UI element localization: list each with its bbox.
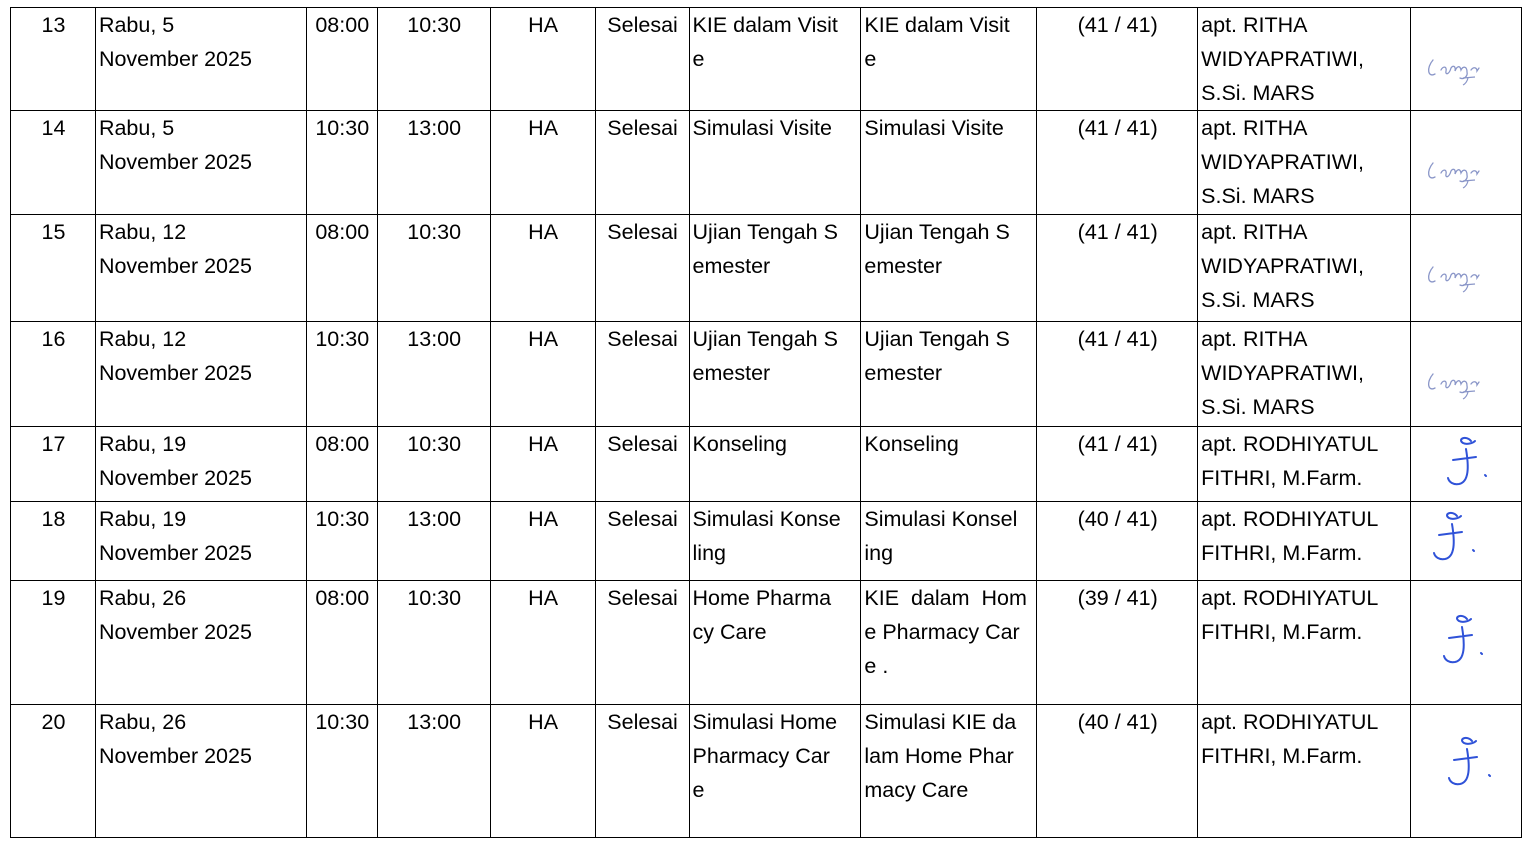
- status-cell: Selesai: [595, 581, 689, 705]
- realization-cell: Ujian Tengah S emester: [861, 215, 1037, 322]
- attendance-count-cell: (41 / 41): [1037, 215, 1198, 322]
- signature-cell: [1411, 502, 1522, 581]
- table-row: [11, 111, 1522, 215]
- table-body: [11, 8, 1522, 838]
- attendance-count-cell: (39 / 41): [1037, 581, 1198, 705]
- end-time-cell: 13:00: [377, 322, 490, 427]
- room-cell: HA: [490, 215, 595, 322]
- signature-cell: [1411, 705, 1522, 838]
- date-cell: Rabu, 19 November 2025: [95, 502, 306, 581]
- room-cell: HA: [490, 581, 595, 705]
- row-number: 20: [11, 705, 96, 838]
- signature-cell: [1411, 322, 1522, 427]
- room-cell: HA: [490, 322, 595, 427]
- table-row: [11, 215, 1522, 322]
- start-time-cell: 10:30: [306, 111, 377, 215]
- status-cell: Selesai: [595, 215, 689, 322]
- signature-cell: [1411, 581, 1522, 705]
- row-number: 19: [11, 581, 96, 705]
- start-time-cell: 08:00: [306, 427, 377, 502]
- date-cell: Rabu, 12 November 2025: [95, 215, 306, 322]
- topic-cell: Ujian Tengah S emester: [689, 215, 861, 322]
- room-cell: HA: [490, 427, 595, 502]
- table-row: [11, 705, 1522, 838]
- row-number: 15: [11, 215, 96, 322]
- attendance-count-cell: (40 / 41): [1037, 502, 1198, 581]
- date-cell: Rabu, 12 November 2025: [95, 322, 306, 427]
- signature-ritha-icon: [1411, 322, 1522, 426]
- signature-cell: [1411, 215, 1522, 322]
- lecturer-cell: apt. RITHA WIDYAPRATIWI, S.Si. MARS: [1198, 111, 1411, 215]
- topic-cell: Simulasi Visite: [689, 111, 861, 215]
- start-time-cell: 08:00: [306, 8, 377, 111]
- status-cell: Selesai: [595, 427, 689, 502]
- signature-ritha-icon: [1411, 215, 1522, 321]
- date-cell: Rabu, 26 November 2025: [95, 705, 306, 838]
- room-cell: HA: [490, 502, 595, 581]
- row-number: 17: [11, 427, 96, 502]
- realization-cell: KIE dalam Hom e Pharmacy Car e .: [861, 581, 1037, 705]
- end-time-cell: 13:00: [377, 111, 490, 215]
- room-cell: HA: [490, 705, 595, 838]
- room-cell: HA: [490, 111, 595, 215]
- topic-cell: Ujian Tengah S emester: [689, 322, 861, 427]
- date-cell: Rabu, 26 November 2025: [95, 581, 306, 705]
- signature-ritha-icon: [1411, 111, 1522, 214]
- table-row: [11, 8, 1522, 111]
- attendance-count-cell: (41 / 41): [1037, 322, 1198, 427]
- signature-cell: [1411, 111, 1522, 215]
- topic-cell: KIE dalam Visit e: [689, 8, 861, 111]
- table-row: [11, 322, 1522, 427]
- lecturer-cell: apt. RITHA WIDYAPRATIWI, S.Si. MARS: [1198, 215, 1411, 322]
- signature-rodhiyatul-icon: [1411, 427, 1522, 501]
- realization-cell: Konseling: [861, 427, 1037, 502]
- end-time-cell: 10:30: [377, 215, 490, 322]
- row-number: 18: [11, 502, 96, 581]
- end-time-cell: 13:00: [377, 502, 490, 581]
- signature-cell: [1411, 427, 1522, 502]
- status-cell: Selesai: [595, 8, 689, 111]
- topic-cell: Simulasi Home Pharmacy Car e: [689, 705, 861, 838]
- topic-cell: Home Pharma cy Care: [689, 581, 861, 705]
- signature-rodhiyatul-icon: [1411, 581, 1522, 704]
- lecturer-cell: apt. RITHA WIDYAPRATIWI, S.Si. MARS: [1198, 322, 1411, 427]
- start-time-cell: 10:30: [306, 502, 377, 581]
- realization-cell: Ujian Tengah S emester: [861, 322, 1037, 427]
- status-cell: Selesai: [595, 502, 689, 581]
- table-row: [11, 502, 1522, 581]
- lecturer-cell: apt. RODHIYATUL FITHRI, M.Farm.: [1198, 427, 1411, 502]
- row-number: 13: [11, 8, 96, 111]
- attendance-count-cell: (41 / 41): [1037, 8, 1198, 111]
- table-row: [11, 427, 1522, 502]
- end-time-cell: 10:30: [377, 8, 490, 111]
- room-cell: HA: [490, 8, 595, 111]
- row-number: 16: [11, 322, 96, 427]
- attendance-count-cell: (40 / 41): [1037, 705, 1198, 838]
- signature-cell: [1411, 8, 1522, 111]
- signature-rodhiyatul-icon: [1411, 705, 1522, 837]
- start-time-cell: 10:30: [306, 705, 377, 838]
- topic-cell: Konseling: [689, 427, 861, 502]
- realization-cell: Simulasi Konsel ing: [861, 502, 1037, 581]
- lecturer-cell: apt. RODHIYATUL FITHRI, M.Farm.: [1198, 502, 1411, 581]
- date-cell: Rabu, 5 November 2025: [95, 8, 306, 111]
- status-cell: Selesai: [595, 322, 689, 427]
- realization-cell: Simulasi KIE da lam Home Phar macy Care: [861, 705, 1037, 838]
- lecturer-cell: apt. RODHIYATUL FITHRI, M.Farm.: [1198, 581, 1411, 705]
- realization-cell: Simulasi Visite: [861, 111, 1037, 215]
- date-cell: Rabu, 19 November 2025: [95, 427, 306, 502]
- signature-ritha-icon: [1411, 8, 1522, 109]
- attendance-count-cell: (41 / 41): [1037, 111, 1198, 215]
- end-time-cell: 10:30: [377, 427, 490, 502]
- attendance-table: [10, 7, 1522, 838]
- status-cell: Selesai: [595, 111, 689, 215]
- date-cell: Rabu, 5 November 2025: [95, 111, 306, 215]
- topic-cell: Simulasi Konse ling: [689, 502, 861, 581]
- start-time-cell: 10:30: [306, 322, 377, 427]
- row-number: 14: [11, 111, 96, 215]
- end-time-cell: 10:30: [377, 581, 490, 705]
- lecturer-cell: apt. RODHIYATUL FITHRI, M.Farm.: [1198, 705, 1411, 838]
- end-time-cell: 13:00: [377, 705, 490, 838]
- lecturer-cell: apt. RITHA WIDYAPRATIWI, S.Si. MARS: [1198, 8, 1411, 111]
- status-cell: Selesai: [595, 705, 689, 838]
- table-row: [11, 581, 1522, 705]
- signature-rodhiyatul-icon: [1411, 502, 1522, 580]
- realization-cell: KIE dalam Visit e: [861, 8, 1037, 111]
- attendance-count-cell: (41 / 41): [1037, 427, 1198, 502]
- start-time-cell: 08:00: [306, 215, 377, 322]
- start-time-cell: 08:00: [306, 581, 377, 705]
